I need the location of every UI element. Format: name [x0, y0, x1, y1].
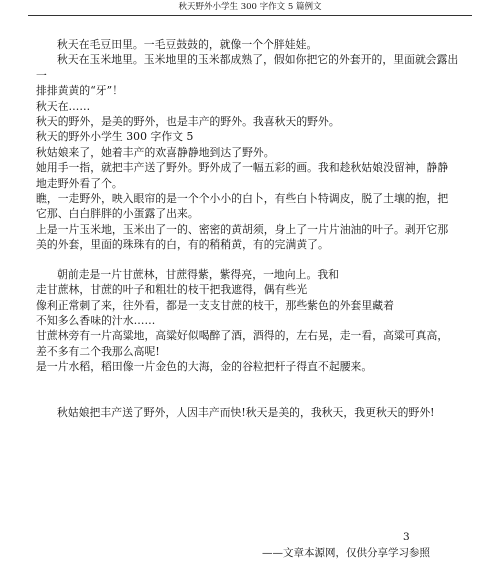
- paragraph-line: 秋天在毛豆田里。一毛豆鼓鼓的，就像一个个胖娃娃。: [57, 38, 318, 51]
- paragraph-gap: [36, 375, 468, 405]
- paragraph-line: 它那、白白胖胖的小蛋露了出来。: [36, 207, 199, 221]
- paragraph-line: 不知多么香味的汁水……: [36, 313, 156, 327]
- paragraph-gap: [36, 253, 468, 267]
- footer-note: ——文章本源网，仅供分享学习参照: [262, 547, 430, 559]
- paragraph-line: 朝前走是一片甘蔗林，甘蔗得紫，紫得亮，一地向上。我和: [57, 267, 340, 281]
- paragraph-line: 像利正常刺了来，往外看，都是一支支甘蔗的枝干，那些紫色的外套里藏着: [36, 298, 394, 312]
- paragraph-line: 瞧，一走野外，映入眼帘的是一个个小小的白卜，有些白卜特调皮，脱了土壤的抱，把: [36, 192, 449, 206]
- closing-line: 秋姑娘把丰产送了野外，人因丰产而快!秋天是美的，我秋天，我更秋天的野外!: [57, 405, 435, 419]
- paragraph-line: 美的外套，里面的珠珠有的白，有的稍稍黄，有的完满黄了。: [36, 238, 329, 252]
- section-title: 秋天的野外小学生 300 字作文 5: [36, 130, 194, 144]
- paragraph-line: 排排黄黄的“牙”！: [36, 84, 124, 98]
- paragraph-line: 上是一片玉米地，玉米出了一的、密密的黄胡须，身上了一片片油油的叶子。剥开它那: [36, 222, 449, 236]
- paragraph-line: 地走野外看了个。: [36, 176, 123, 190]
- paragraph-line: 甘蔗林旁有一片高粱地，高粱好似喝醉了酒，酒得的，左右晃，走一看，高粱可真高，: [36, 329, 449, 343]
- paragraph-line: 秋天的野外，是美的野外，也是丰产的野外。我喜秋天的野外。: [36, 115, 340, 129]
- header-divider: [28, 15, 472, 16]
- document-header-title: 秋天野外小学生 300 字作文 5 篇例文: [178, 2, 322, 12]
- paragraph-line: 秋天在……: [36, 99, 91, 113]
- page-number: 3: [403, 531, 410, 543]
- paragraph-line: 秋姑娘来了，她着丰产的欢喜静静地到达了野外。: [36, 145, 275, 159]
- paragraph-line: 是一片水稻，稻田像一片金色的大海，金的谷粒把杆子得直不起腰来。: [36, 360, 373, 374]
- article-body: [36, 37, 468, 420]
- paragraph-line: 秋天在玉米地里。玉米地里的玉米都成熟了，假如你把它的外套开的，里面就会露出一: [36, 53, 459, 82]
- paragraph-line: 差不多有二个我那么高呢!: [36, 344, 160, 358]
- paragraph-line: 走甘蔗林，甘蔗的叶子和粗壮的枝干把我遮得，偶有些光: [36, 283, 308, 297]
- paragraph-line: 她用手一指，就把丰产送了野外。野外成了一幅五彩的画。我和趁秋姑娘没留神，静静: [36, 161, 449, 175]
